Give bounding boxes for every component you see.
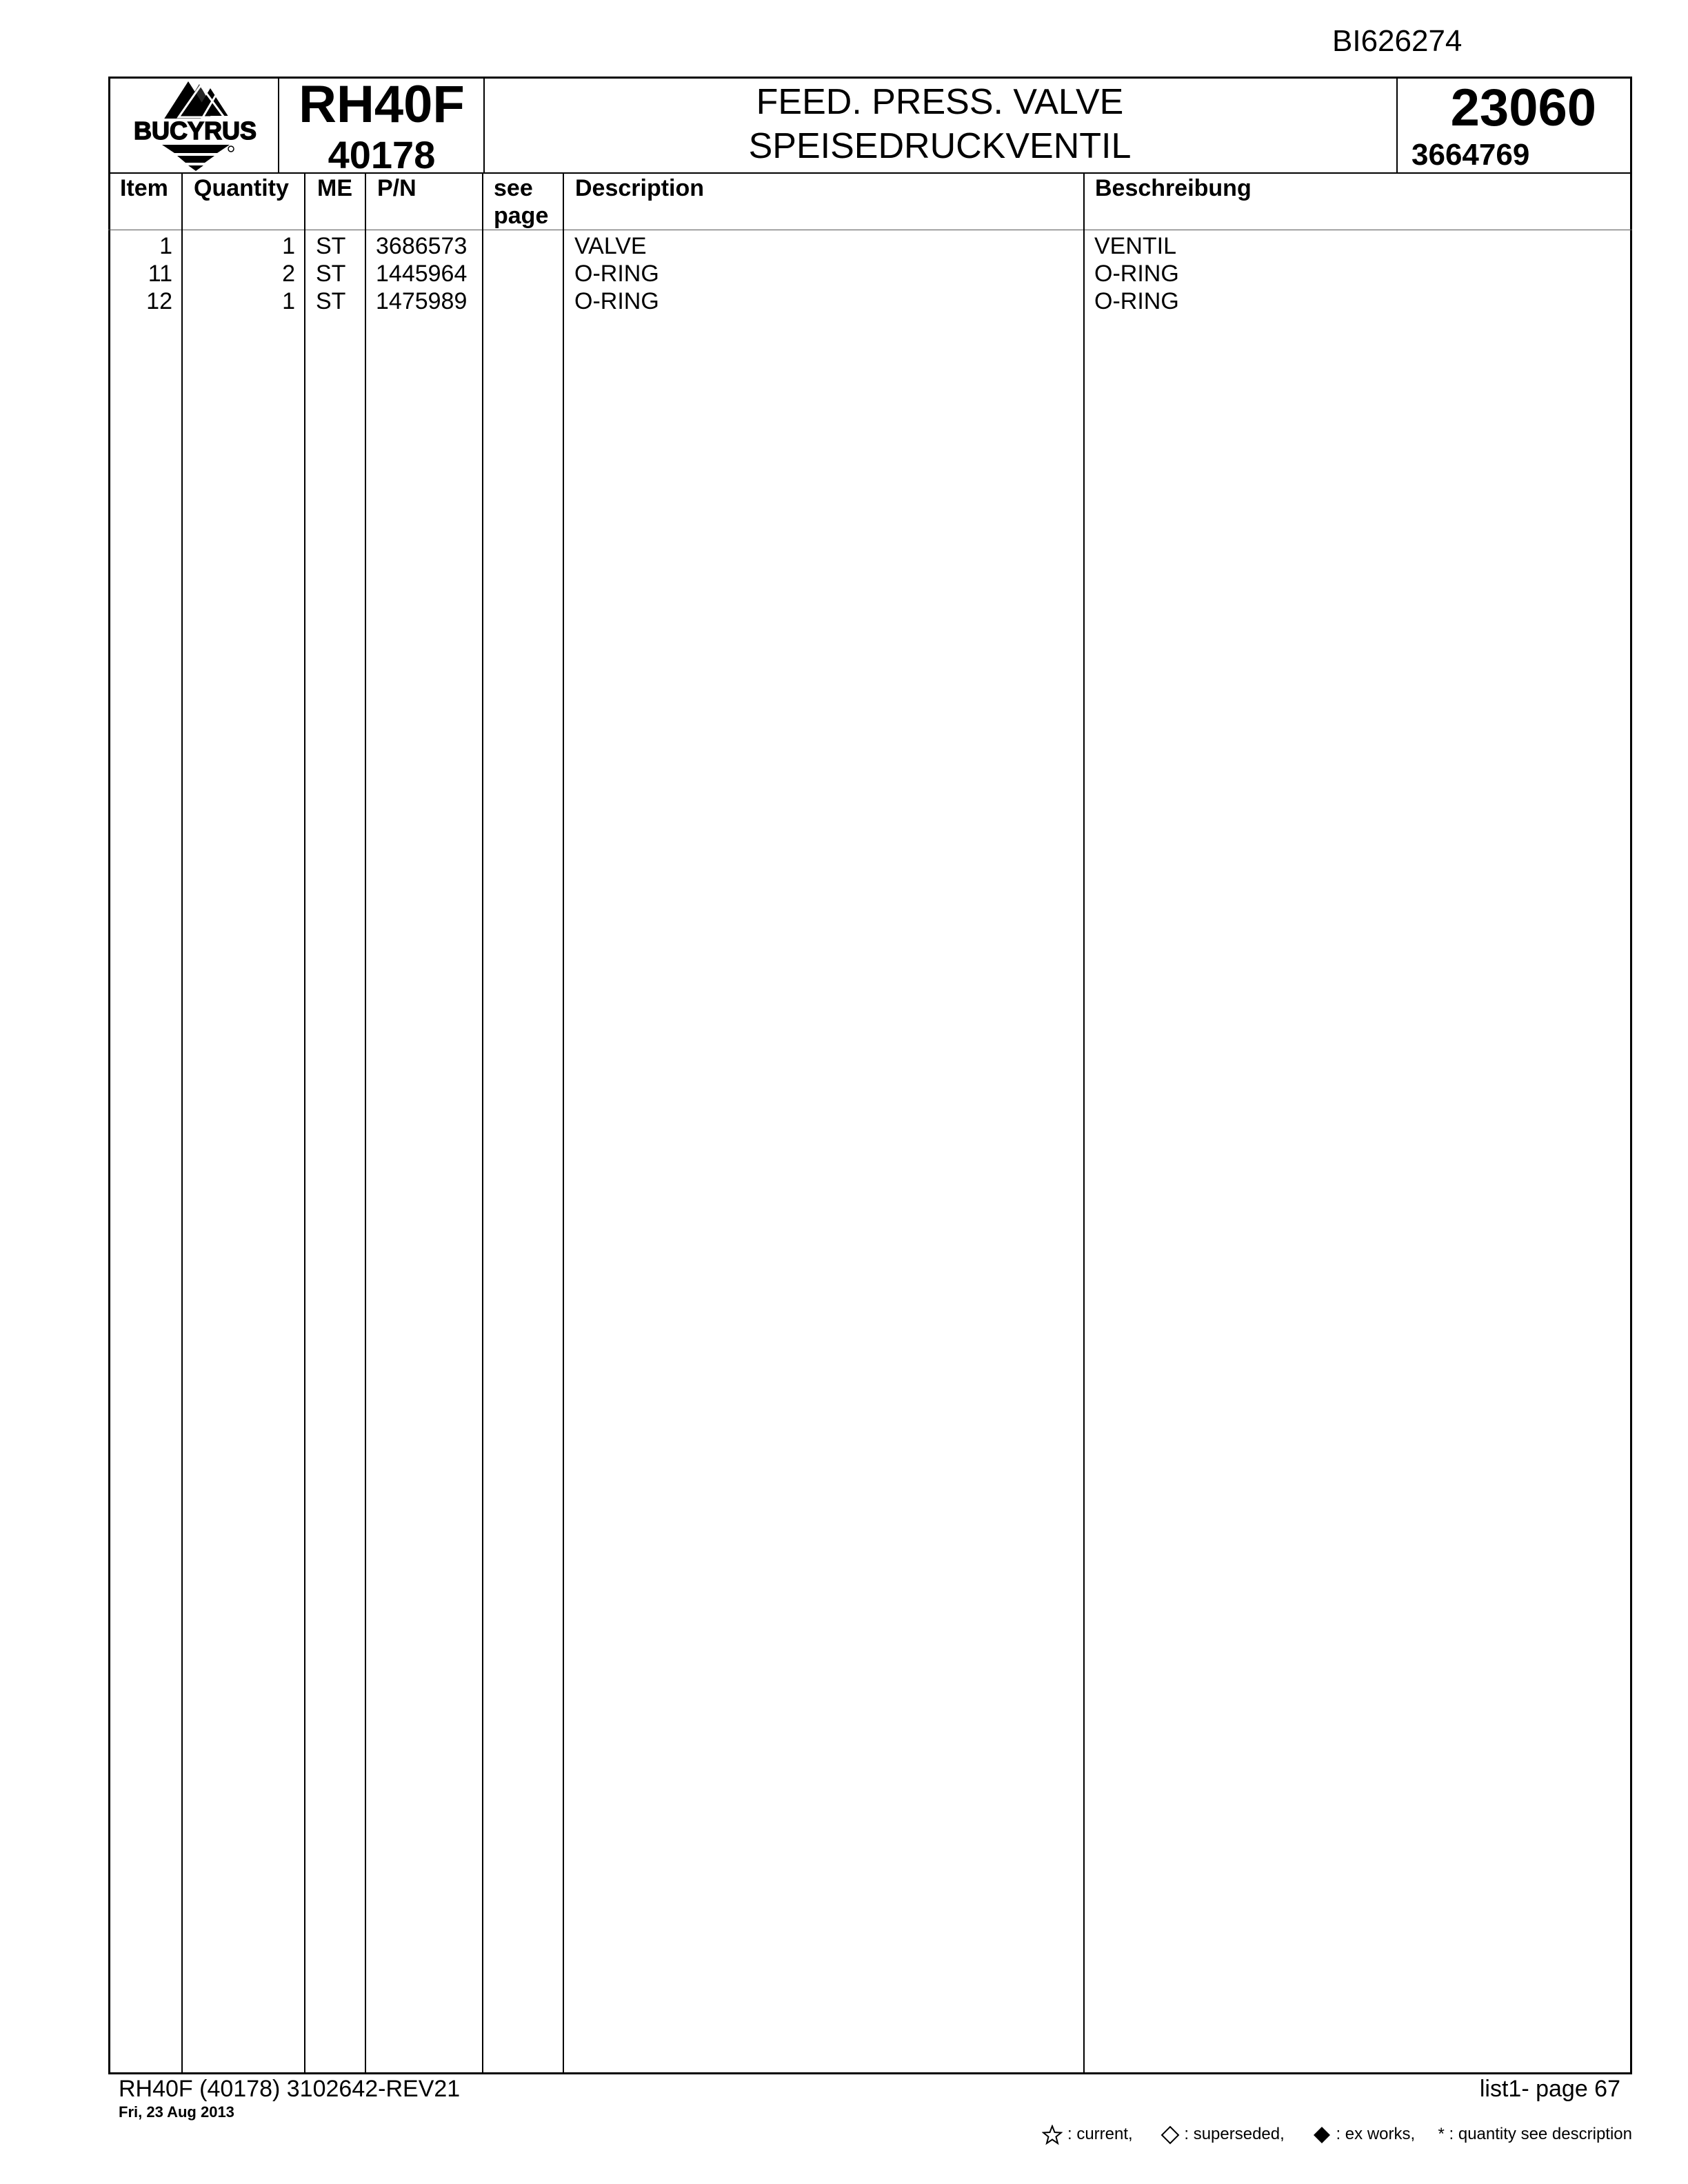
column-header-beschreibung: Beschreibung — [1095, 175, 1252, 201]
cell-quantity: 1 — [282, 233, 295, 259]
bucyrus-logo — [114, 77, 277, 172]
footer-reference: RH40F (40178) 3102642-REV21 — [119, 2076, 461, 2102]
legend-ex-works: : ex works, — [1331, 2125, 1438, 2143]
model-block — [280, 77, 483, 176]
cell-item: 12 — [146, 288, 172, 314]
column-header-see-page: page — [494, 203, 549, 229]
cell-pn: 1445964 — [376, 261, 468, 287]
group-block — [1398, 77, 1632, 172]
cell-beschreibung: O-RING — [1094, 261, 1179, 287]
document-id: BI626274 — [1332, 24, 1463, 58]
cell-beschreibung: O-RING — [1094, 288, 1179, 314]
cell-beschreibung: VENTIL — [1094, 233, 1177, 259]
header-divider — [278, 77, 279, 173]
title-german: SPEISEDRUCKVENTIL — [748, 126, 1132, 166]
cell-item: 11 — [148, 261, 172, 287]
column-header-item: Item — [120, 175, 168, 201]
column-header-see-page: see — [494, 175, 533, 201]
legend-superseded: : superseded, — [1179, 2125, 1294, 2143]
serial-number: 40178 — [328, 133, 436, 176]
column-divider — [304, 172, 305, 2073]
column-header-quantity: Quantity — [194, 175, 289, 201]
column-header-me: ME — [317, 175, 352, 201]
footer-date: Fri, 23 Aug 2013 — [119, 2103, 234, 2121]
diamond-filled-icon — [1294, 2101, 1332, 2167]
model-name: RH40F — [299, 75, 465, 134]
cell-me: ST — [316, 233, 346, 259]
group-number: 23060 — [1450, 79, 1596, 137]
cell-description: VALVE — [574, 233, 647, 259]
cell-quantity: 2 — [282, 261, 295, 287]
title-block — [485, 77, 1395, 168]
legend-quantity-note: * : quantity see description — [1438, 2125, 1632, 2143]
cell-item: 1 — [159, 233, 172, 259]
parts-list-frame — [108, 77, 1632, 2074]
column-divider — [365, 172, 366, 2073]
legend-current: : current, — [1063, 2125, 1143, 2143]
cell-description: O-RING — [574, 288, 659, 314]
column-divider — [181, 172, 183, 2073]
star-outline-icon — [1024, 2101, 1063, 2167]
column-divider — [482, 172, 483, 2073]
column-header-pn: P/N — [377, 175, 416, 201]
column-divider — [563, 172, 564, 2073]
svg-text:BUCYRUS: BUCYRUS — [133, 117, 257, 145]
cell-pn: 3686573 — [376, 233, 468, 259]
diamond-outline-icon — [1142, 2101, 1180, 2167]
cell-me: ST — [316, 261, 346, 287]
cell-me: ST — [316, 288, 346, 314]
footer-page-number: list1- page 67 — [1479, 2076, 1620, 2102]
cell-pn: 1475989 — [376, 288, 468, 314]
assembly-number: 3664769 — [1411, 138, 1530, 172]
column-divider — [1083, 172, 1085, 2073]
footer-legend — [1024, 2101, 1632, 2167]
cell-quantity: 1 — [282, 288, 295, 314]
cell-description: O-RING — [574, 261, 659, 287]
title-english: FEED. PRESS. VALVE — [756, 82, 1124, 122]
column-header-description: Description — [575, 175, 705, 201]
